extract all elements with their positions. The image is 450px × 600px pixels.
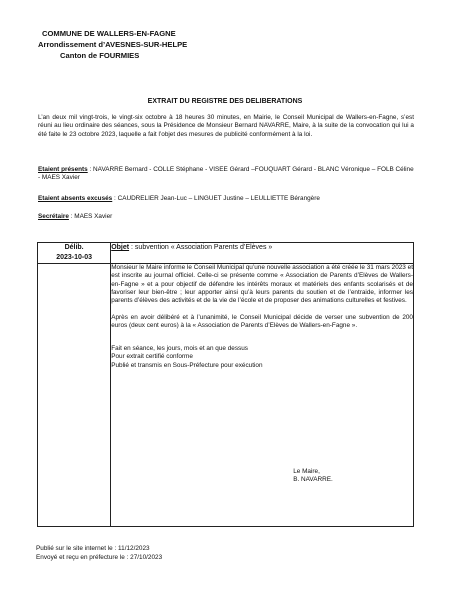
sent-date: Envoyé et reçu en préfecture le : 27/10/2023: [36, 554, 163, 562]
deliberation-object: [111, 243, 414, 264]
published-date: Publié sur le site internet le : 11/12/2023: [36, 545, 150, 552]
deliberation-reference: [38, 243, 111, 264]
secretary-line: [38, 213, 414, 221]
deliberation-body: [111, 263, 414, 526]
body-paragraph-2: Après en avoir délibéré et à l’unanimité, le Conseil Municipal décide de verser une subvention de 200 euros (deux cent euros) à la « Association de Parents d’Elèves de Wallers-en-Fagne ».: [111, 313, 413, 330]
present-list: : NAVARRE Bernard - COLLE Stéphane - VISEE Gérard –FOUQUART Gérard - BLANC Véronique – FOLB Céline - MAES Xavier: [38, 166, 414, 182]
deliberation-table: [37, 242, 414, 527]
absent-label: Etaient absents excusés: [38, 195, 113, 202]
commune-name: COMMUNE DE WALLERS-EN-FAGNE: [42, 29, 176, 38]
empty-cell: [38, 263, 111, 526]
attendees-present: [38, 166, 414, 183]
secretary-label: Secrétaire: [38, 213, 69, 220]
delib-label: Délib.: [64, 244, 84, 251]
canton-name: Canton de FOURMIES: [60, 51, 140, 60]
arrondissement-name: Arrondissement d’AVESNES-SUR-HELPE: [38, 40, 188, 49]
absent-list: : CAUDRELIER Jean-Luc – LINGUET Justine – LEULLIETTE Bérangère: [112, 195, 320, 202]
present-label: Etaient présents: [38, 166, 88, 173]
attendees-absent: [38, 195, 414, 203]
closing-line: Fait en séance, les jours, mois et an que dessus: [111, 344, 248, 352]
secretary-name: : MAES Xavier: [68, 213, 113, 220]
delib-number: 2023-10-03: [56, 253, 92, 261]
signature-title: Le Maire,: [293, 467, 320, 475]
closing-line: Pour extrait certifié conforme: [111, 353, 193, 361]
object-text: : subvention « Association Parents d’Elèves »: [129, 244, 273, 251]
publication-footer: [36, 544, 162, 563]
body-paragraph-1: Monsieur le Maire informe le Conseil Municipal qu’une nouvelle association a été créée le 31 mars 2023 et est inscrite au journal officiel. Celle-ci se présente comme « Association de Parents d’Elèves de Wallers-en-Fagne » et a pour objectif de défendre les intérêts moraux et matériels des enfants scolarisés et de favoriser leur bien-être ; leur apporter ainsi qu’à leurs parents du soutien et de l’entraide, informer les parents d’élèves des activités et de la vie de l’école et de proposer des animations culturelles et festives.: [111, 263, 413, 305]
closing-line: Publié et transmis en Sous-Préfecture pour exécution: [111, 361, 263, 369]
closing-lines: [111, 345, 413, 370]
signature-block: [293, 468, 333, 485]
object-label: Objet: [111, 244, 130, 251]
document-title: EXTRAIT DU REGISTRE DES DELIBERATIONS: [147, 98, 303, 105]
intro-paragraph: L’an deux mil vingt-trois, le vingt-six octobre à 18 heures 30 minutes, en Mairie, le Conseil Municipal de Wallers-en-Fagne, s’est réuni au lieu ordinaire des séances, sous la Présidence de Monsieur Bernard NAVARRE, Maire, à la suite de la convocation qui lui a été faite le 23 octobre 2023, laquelle a fait l’objet des mesures de publicité conformément à la loi.: [38, 114, 414, 138]
signature-name: B. NAVARRE.: [293, 476, 333, 484]
municipality-header: [38, 28, 187, 61]
